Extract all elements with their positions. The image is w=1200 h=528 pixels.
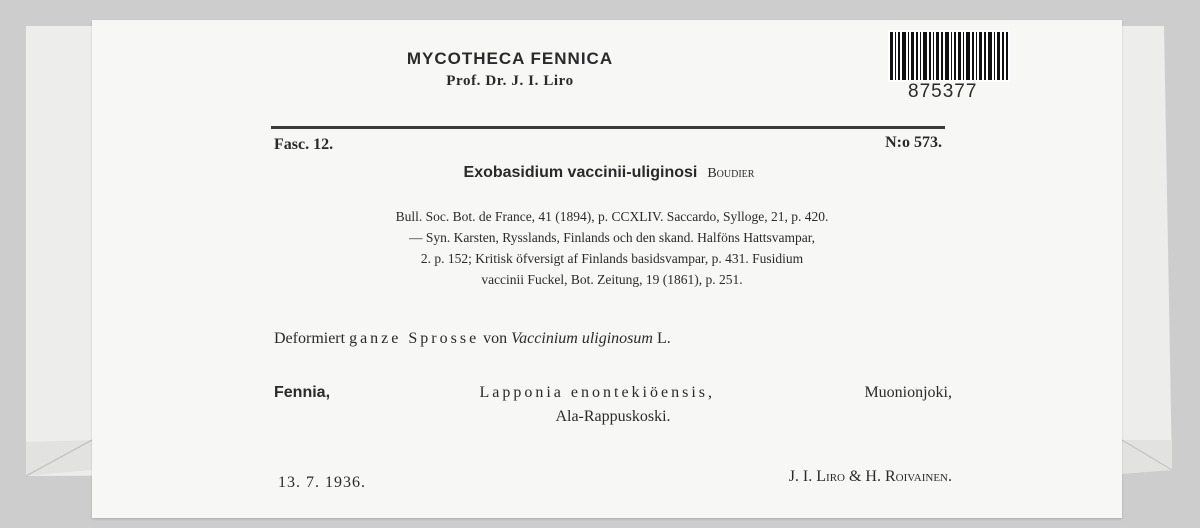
- barcode-block: [888, 30, 1012, 102]
- description-spaced-text: ganze Sprosse: [349, 330, 480, 347]
- locality-country: Fennia,: [274, 384, 331, 401]
- host-plant-name: Vaccinium uliginosum: [511, 330, 653, 347]
- editor-line: Prof. Dr. J. I. Liro: [446, 73, 574, 89]
- reference-line: — Syn. Karsten, Rysslands, Finlands och den skand. Halföns Hattsvampar,: [408, 230, 816, 245]
- locality-site: Muonionjoki,: [864, 384, 952, 401]
- locality-region: Lapponia enontekiöensis,: [479, 384, 715, 401]
- header-divider: [271, 126, 945, 129]
- reference-line: vaccinii Fuckel, Bot. Zeitung, 19 (1861), p. 251.: [481, 272, 743, 287]
- host-plant-author: L.: [656, 330, 671, 347]
- locality-block: [274, 384, 952, 426]
- literature-references: [274, 206, 950, 290]
- reference-line: Bull. Soc. Bot. de France, 41 (1894), p. CCXLIV. Saccardo, Sylloge, 21, p. 420.: [395, 209, 829, 224]
- label-header: [230, 48, 790, 92]
- barcode-image: [888, 30, 1010, 82]
- reference-line: 2. p. 152; Kritisk öfversigt af Finlands basidsvampar, p. 431. Fusidium: [420, 251, 804, 266]
- species-author: Boudier: [707, 166, 755, 181]
- species-name: Exobasidium vaccinii-uliginosi: [463, 164, 698, 181]
- catalog-number: 875377: [908, 81, 978, 102]
- description-text: von: [483, 330, 508, 347]
- fascicle-number: Fasc. 12.: [274, 136, 334, 153]
- species-line: [272, 164, 946, 182]
- collection-title: MYCOTHECA FENNICA: [406, 49, 614, 68]
- locality-subsite: Ala-Rappuskoski.: [555, 408, 671, 425]
- collection-date: 13. 7. 1936.: [278, 474, 366, 491]
- specimen-description: [274, 330, 952, 348]
- specimen-number: N:o 573.: [885, 134, 942, 151]
- description-text: Deformiert: [274, 330, 346, 347]
- collectors: J. I. Liro & H. Roivainen.: [788, 468, 952, 485]
